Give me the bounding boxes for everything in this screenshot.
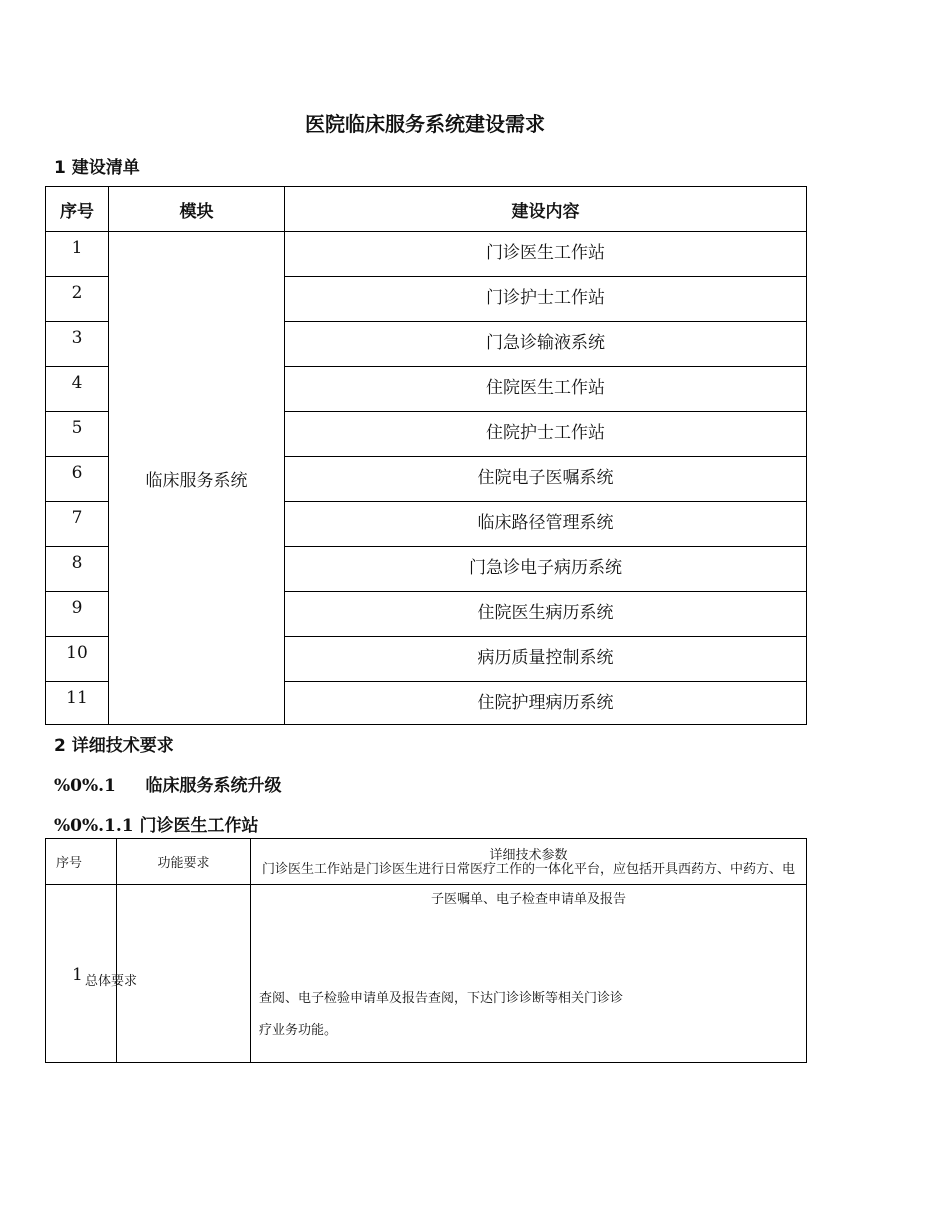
row-seq: 6 <box>71 463 83 483</box>
row-seq: 3 <box>71 328 83 348</box>
row-seq-cell <box>46 885 138 1063</box>
section-heading-2: 2 详细技术要求 <box>54 736 174 756</box>
row-content: 病历质量控制系统 <box>477 648 614 668</box>
row-detail-cell <box>251 885 807 1063</box>
row-seq-cell <box>46 502 109 547</box>
row-content-cell <box>285 277 807 322</box>
row-seq-cell <box>46 322 109 367</box>
col-header-detail <box>251 839 807 907</box>
detail-line-1: 查阅、电子检验申请单及报告查阅，下达门诊诊断等相关门诊诊 <box>259 991 624 1006</box>
row-seq: 10 <box>66 643 88 663</box>
row-seq-cell <box>46 592 109 637</box>
col-header-seq: 序号 <box>46 187 109 232</box>
row-seq-cell <box>46 232 109 277</box>
row-content-cell <box>285 502 807 547</box>
row-content-cell <box>285 637 807 682</box>
row-content: 门诊护士工作站 <box>486 288 605 308</box>
header-overflow-text-2: 子医嘱单、电子检查申请单及报告 <box>430 892 626 907</box>
row-seq: 1 <box>72 965 83 985</box>
col-header-module: 模块 <box>109 187 285 232</box>
row-content-cell <box>285 232 807 277</box>
row-content-cell <box>285 322 807 367</box>
row-content-cell <box>285 367 807 412</box>
row-content-cell <box>285 592 807 637</box>
row-content-cell <box>285 457 807 502</box>
build-list-table <box>45 186 807 725</box>
row-seq-cell <box>46 682 109 725</box>
detail-line-2: 疗业务功能。 <box>259 1023 338 1038</box>
row-content-cell <box>285 412 807 457</box>
table-row <box>46 232 807 277</box>
table-header-row <box>46 839 807 885</box>
section-heading-1: 1 建设清单 <box>54 158 140 178</box>
row-seq: 8 <box>71 553 83 573</box>
table-body <box>46 232 807 725</box>
row-content-cell <box>285 682 807 725</box>
col-header-seq: 序号 <box>46 839 117 885</box>
row-seq: 5 <box>71 418 83 438</box>
row-seq: 7 <box>71 508 83 528</box>
row-content: 门诊医生工作站 <box>486 243 605 263</box>
row-content: 临床路径管理系统 <box>477 513 614 533</box>
row-seq: 2 <box>71 283 83 303</box>
row-seq: 4 <box>71 373 83 393</box>
header-overflow-text: 门诊医生工作站是门诊医生进行日常医疗工作的一体化平台，应包括开具西药方、中药方、电 <box>261 862 795 877</box>
row-content: 住院电子医嘱系统 <box>477 468 614 488</box>
row-seq: 11 <box>66 688 88 708</box>
row-func-overflow: 总体要求 <box>85 974 138 989</box>
col-header-func: 功能要求 <box>117 839 251 885</box>
col-header-content: 建设内容 <box>285 187 807 232</box>
row-content: 住院医生病历系统 <box>477 603 614 623</box>
row-seq-cell <box>46 457 109 502</box>
row-content: 住院护士工作站 <box>486 423 605 443</box>
row-seq-cell <box>46 277 109 322</box>
row-seq-cell <box>46 367 109 412</box>
row-content: 住院医生工作站 <box>486 378 605 398</box>
subsection-heading: %0%.1 临床服务系统升级 <box>54 776 282 796</box>
row-seq-cell <box>46 637 109 682</box>
row-seq: 1 <box>71 238 83 258</box>
table-header-row <box>46 187 807 232</box>
row-content-cell <box>285 547 807 592</box>
tech-requirements-table <box>45 838 807 1063</box>
row-seq: 9 <box>71 598 83 618</box>
row-seq-cell <box>46 412 109 457</box>
row-content: 门急诊输液系统 <box>486 333 605 353</box>
subsubsection-heading: %0%.1.1 门诊医生工作站 <box>54 816 259 836</box>
table-row <box>46 885 807 1063</box>
module-cell: 临床服务系统 <box>109 232 285 725</box>
row-content: 住院护理病历系统 <box>477 693 614 713</box>
page-title: 医院临床服务系统建设需求 <box>305 112 545 136</box>
row-content: 门急诊电子病历系统 <box>469 558 622 578</box>
col-header-detail-label: 详细技术参数 <box>489 848 568 863</box>
row-seq-cell <box>46 547 109 592</box>
